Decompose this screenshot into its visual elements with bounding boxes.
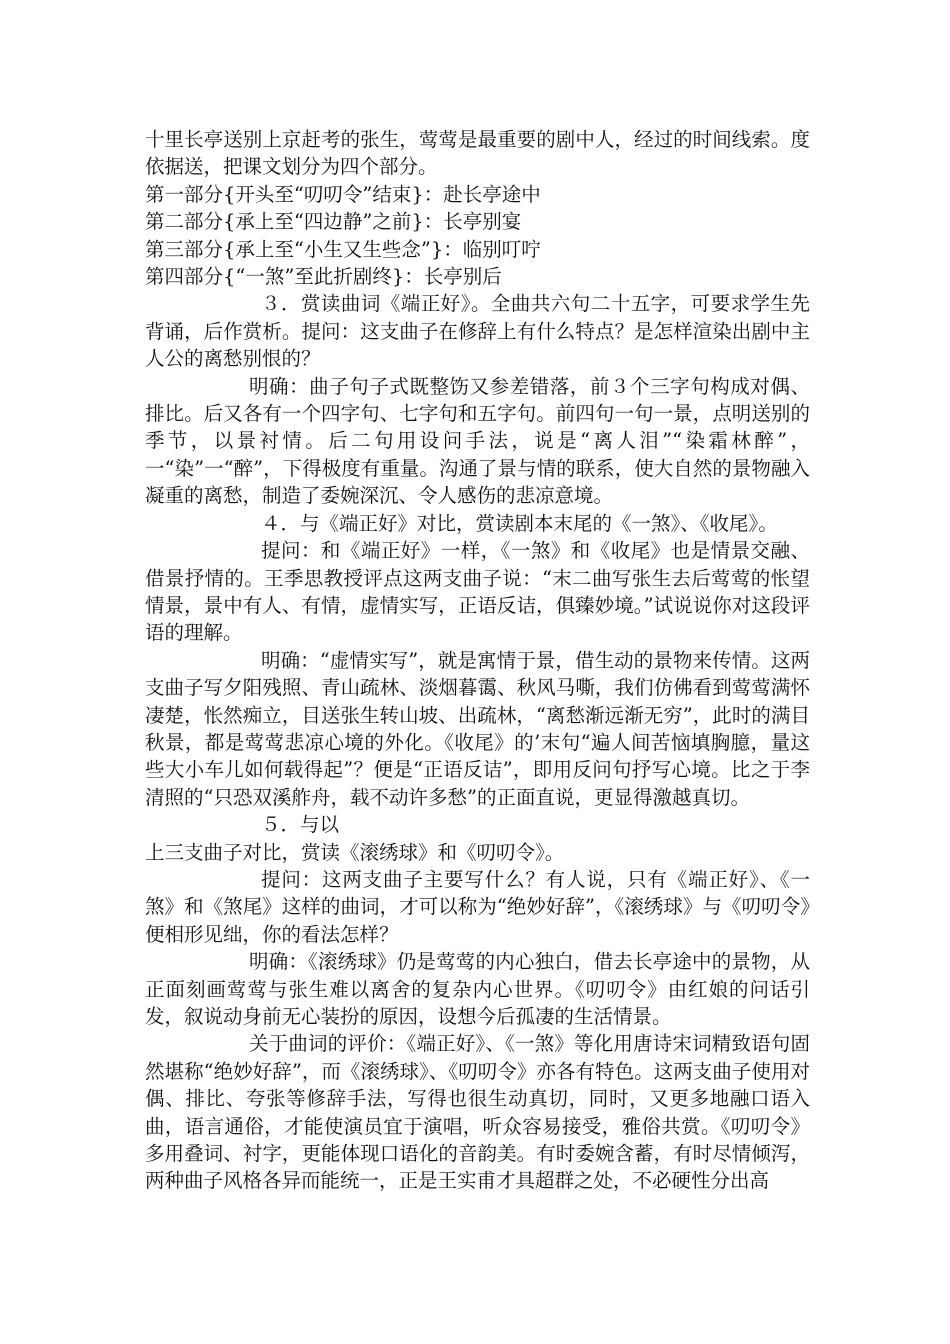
section-part-1: 第一部分{开头至“叨叨令”结束}：赴长亭途中 — [145, 182, 541, 206]
item-5-answer: 明确：《滚绣球》仍是莺莺的内心独白，借去长亭途中的景物，从正面刻画莺莺与张生难以离舍的复杂内心世界。《叨叨令》由红娘的问话引发，叙说动身前无心装扮的原因，设想今后孤凄的生活情景。 — [145, 950, 810, 1028]
item-5-heading-cont: 上三支曲子对比，赏读《滚绣球》和《叨叨令》。 — [145, 840, 565, 864]
item-4-heading: ４．与《端正好》对比，赏读剧本末尾的《一煞》、《收尾》。 — [261, 511, 778, 535]
item-3-question: ３．赏读曲词《端正好》。全曲共六句二十五字，可要求学生先背诵，后作赏析。提问：这支曲子在修辞上有什么特点？是怎样渲染出剧中主人公的离愁别恨的？ — [145, 292, 810, 371]
section-part-2: 第二部分{承上至“四边静”之前}：长亭别宴 — [145, 210, 522, 234]
section-part-3: 第三部分{承上至“小生又生些念”}：临别叮咛 — [145, 237, 541, 261]
item-5-question: 提问：这两支曲子主要写什么？有人说，只有《端正好》、《一煞》和《煞尾》这样的曲词，才可以称为“绝妙好辞”，《滚绣球》与《叨叨令》便相形见绌，你的看法怎样？ — [145, 867, 810, 946]
item-4-answer: 明确：“虚情实写”，就是寓情于景，借生动的景物来传情。这两支曲子写夕阳残照、青山疏林、淡烟暮霭、秋风马嘶，我们仿佛看到莺莺满怀凄楚，怅然痴立，目送张生转山坡、出疏林，“离愁渐远渐无穷”，此时的满目秋景，都是莺莺悲凉心境的外化。《收尾》的’末句“遍人间苦恼填胸臆，量这些大小车儿如何载得起”？便是“正语反诘”，即用反问句抒写心境。比之于李清照的“只恐双溪舴舟，载不动许多愁”的正面直说，更显得激越真切。 — [145, 648, 810, 809]
item-3-answer: 明确：曲子句子式既整饬又参差错落，前３个三字句构成对偶、排比。后又各有一个四字句、七字句和五字句。前四句一句一景，点明送别的季节，以景衬情。后二句用设问手法，说是“离人泪”“染霜林醉”，一“染”一“醉”，下得极度有重量。沟通了景与情的联系，使大自然的景物融入凝重的离愁，制造了委婉深沉、令人感伤的悲凉意境。 — [145, 374, 810, 508]
item-4-question: 提问：和《端正好》一样，《一煞》和《收尾》也是情景交融、借景抒情的。王季思教授评点这两支曲子说：“末二曲写张生去后莺莺的怅望情景，景中有人、有情，虚情实写，正语反诘，俱臻妙境。”试说说你对这段评语的理解。 — [145, 539, 810, 645]
intro-paragraph: 十里长亭送别上京赶考的张生，莺莺是最重要的剧中人，经过的时间线索。度依据送，把课文划分为四个部分。 — [145, 128, 810, 179]
document-body — [145, 126, 810, 1195]
section-part-4: 第四部分{“一煞”至此折剧终}：长亭别后 — [145, 265, 502, 289]
evaluation-paragraph: 关于曲词的评价：《端正好》、《一煞》等化用唐诗宋词精致语句固然堪称“绝妙好辞”，而《滚绣球》、《叨叨令》亦各有特色。这两支曲子使用对偶、排比、夸张等修辞手法，写得也很生动真切，同时，又更多地融口语入曲，语言通俗，才能使演员宜于演唱，听众容易接受，雅俗共赏。《叨叨令》多用叠词、衬字，更能体现口语化的音韵美。有时委婉含蓄，有时尽情倾泻，两种曲子风格各异而能统一，正是王实甫才具超群之处，不必硬性分出高 — [145, 1032, 810, 1193]
item-5-heading: ５．与以 — [261, 813, 340, 837]
